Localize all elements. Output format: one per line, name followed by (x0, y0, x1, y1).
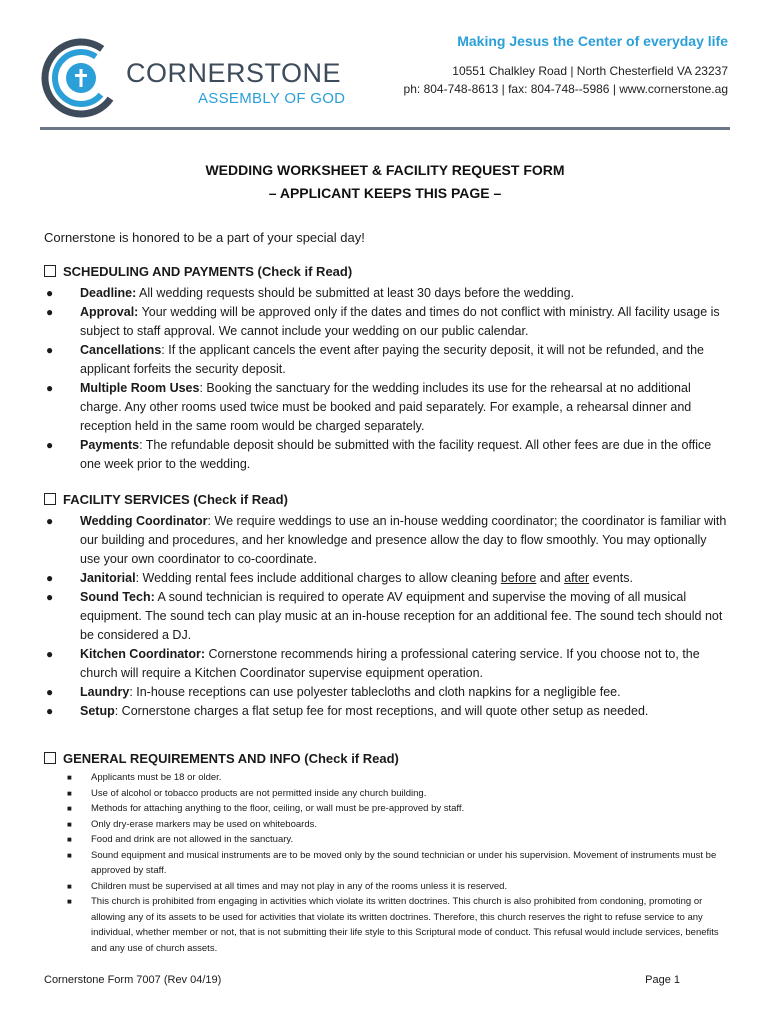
list-item (65, 832, 725, 848)
item-text: : We require weddings to use an in-house wedding coordinator; the coordinator is familiar with our building and procedures, and her knowledge and presence allow the day to flow smoothly. You may optionally use your own coordinator to co-coordinate. (80, 514, 727, 566)
general-list (65, 770, 725, 956)
list-item (44, 284, 729, 303)
bullet-icon: ● (46, 343, 54, 357)
item-text: Children must be supervised at all times and may not play in any of the rooms unless it is reserved. (91, 880, 508, 892)
scheduling-checkbox[interactable] (44, 265, 56, 277)
item-text: Applicants must be 18 or older. (91, 772, 222, 783)
list-item (44, 588, 729, 645)
square-bullet-icon: ■ (67, 897, 72, 906)
facility-list (44, 512, 729, 721)
item-text: : Booking the sanctuary for the wedding includes its use for the rehearsal at no additional charge. Any other rooms used twice must be booked and paid separately. For example, a rehearsal dinner and reception held in the same room would be charged separately. (80, 381, 692, 433)
facility-checkbox[interactable] (44, 493, 56, 505)
list-item (44, 512, 729, 569)
bullet-icon: ● (46, 685, 54, 699)
item-text: Food and drink are not allowed in the sanctuary. (91, 834, 294, 845)
item-label: Sound Tech: (80, 590, 155, 604)
list-item (44, 341, 729, 379)
list-item (44, 379, 729, 436)
list-item (44, 303, 729, 341)
item-label: Wedding Coordinator (80, 514, 208, 528)
item-text: A sound technician is required to operate AV equipment and supervise the moving of all musical equipment. The sound tech can play music at an in-house reception for an additional fee. The sound tech should not be considered a DJ. (80, 590, 723, 642)
tagline: Making Jesus the Center of everyday life (457, 33, 728, 49)
section-heading-general (44, 751, 399, 766)
list-item (44, 569, 729, 588)
square-bullet-icon: ■ (67, 804, 72, 813)
item-label: Deadline: (80, 286, 137, 300)
item-text: : The refundable deposit should be submitted with the facility request. All other fees are due in the office one week prior to the wedding. (80, 438, 712, 471)
brand-name: CORNERSTONE (126, 58, 342, 88)
general-checkbox[interactable] (44, 752, 56, 764)
item-label: Laundry (80, 685, 130, 699)
list-item (65, 817, 725, 833)
bullet-icon: ● (46, 305, 54, 319)
square-bullet-icon: ■ (67, 819, 72, 829)
item-label: Janitorial (80, 571, 136, 585)
bullet-icon: ● (46, 381, 54, 395)
list-item (65, 770, 725, 786)
item-text: Only dry-erase markers may be used on whiteboards. (91, 818, 317, 830)
cornerstone-logo (41, 38, 121, 118)
scheduling-list (44, 284, 729, 474)
item-text: Use of alcohol or tobacco products are not permitted inside any church building. (91, 787, 427, 799)
item-text: Sound equipment and musical instruments are to be moved only by the sound technician or under his supervision. Movement of instruments must be approved by staff. (91, 849, 717, 876)
square-bullet-icon: ■ (67, 850, 72, 860)
item-text: and (536, 571, 565, 585)
list-item (65, 786, 725, 802)
list-item (65, 894, 725, 956)
form-subtitle: – APPLICANT KEEPS THIS PAGE – (268, 185, 502, 201)
item-label: Setup (80, 704, 115, 718)
item-text: : Wedding rental fees include additional charges to allow cleaning (135, 571, 501, 585)
list-item (44, 702, 729, 721)
item-label: Payments (80, 438, 140, 452)
address-block (404, 62, 728, 98)
address: 10551 Chalkley Road | North Chesterfield VA 23237 (452, 64, 728, 78)
bullet-icon: ● (46, 590, 54, 604)
square-bullet-icon: ■ (67, 835, 72, 844)
bullet-icon: ● (46, 704, 54, 718)
bullet-icon: ● (46, 286, 54, 300)
list-item (44, 436, 729, 474)
item-text: This church is prohibited from engaging in activities which violate its written doctrines. This church is also prohibited from condoning, promoting or allowing any of its assets to be used for activities that violate its written doctrines. Therefore, this church reserves the right to refuse service to any individual, whether member or not, that is not submitting their life style to this Scriptural mode of conduct. This refusal would include services, benefits and any use of church assets. (91, 896, 719, 954)
bullet-icon: ● (46, 647, 54, 661)
bullet-icon: ● (46, 571, 54, 585)
list-item (65, 848, 725, 879)
item-text: : If the applicant cancels the event after paying the security deposit, it will not be refunded, and the applicant forfeits the security deposit. (80, 343, 704, 376)
intro-text: Cornerstone is honored to be a part of your special day! (44, 230, 365, 245)
square-bullet-icon: ■ (67, 773, 72, 782)
square-bullet-icon: ■ (67, 881, 72, 891)
item-text: : Cornerstone charges a flat setup fee for most receptions, and will quote other setup as needed. (114, 704, 649, 718)
header-divider (40, 127, 730, 130)
underlined-word: before (500, 571, 537, 585)
item-text: All wedding requests should be submitted at least 30 days before the wedding. (136, 286, 575, 300)
item-label: Cancellations (80, 343, 162, 357)
facility-heading-text: FACILITY SERVICES (Check if Read) (63, 492, 288, 507)
general-heading-text: GENERAL REQUIREMENTS AND INFO (Check if Read) (63, 751, 399, 766)
bullet-icon: ● (46, 438, 54, 452)
list-item (65, 801, 725, 817)
section-heading-scheduling (44, 264, 352, 279)
item-label: Approval: (80, 305, 139, 319)
form-title: WEDDING WORKSHEET & FACILITY REQUEST FORM (205, 162, 565, 178)
item-text: Methods for attaching anything to the floor, ceiling, or wall must be pre-approved by staff. (91, 803, 465, 814)
item-text: events. (589, 571, 633, 585)
section-heading-facility (44, 492, 288, 507)
list-item (44, 645, 729, 683)
contact-info: ph: 804-748-8613 | fax: 804-748--5986 | www.cornerstone.ag (403, 82, 728, 96)
bullet-icon: ● (46, 514, 54, 528)
underlined-word: after (564, 571, 590, 585)
item-text: : In-house receptions can use polyester tablecloths and cloth napkins for a negligible fee. (129, 685, 621, 699)
list-item (44, 683, 729, 702)
item-label: Kitchen Coordinator: (80, 647, 205, 661)
brand-subtitle: ASSEMBLY OF GOD (198, 90, 346, 107)
form-id: Cornerstone Form 7007 (Rev 04/19) (44, 974, 222, 986)
square-bullet-icon: ■ (67, 788, 72, 798)
item-text: Your wedding will be approved only if the dates and times do not conflict with ministry. All facility usage is subject to staff approval. We cannot include your wedding on our public calendar. (80, 305, 720, 338)
page-number: Page 1 (645, 974, 680, 986)
list-item (65, 879, 725, 895)
item-text: Cornerstone recommends hiring a professional catering service. If you choose not to, the church will require a Kitchen Coordinator supervise equipment operation. (80, 647, 700, 680)
scheduling-heading-text: SCHEDULING AND PAYMENTS (Check if Read) (63, 264, 353, 279)
item-label: Multiple Room Uses (80, 381, 200, 395)
